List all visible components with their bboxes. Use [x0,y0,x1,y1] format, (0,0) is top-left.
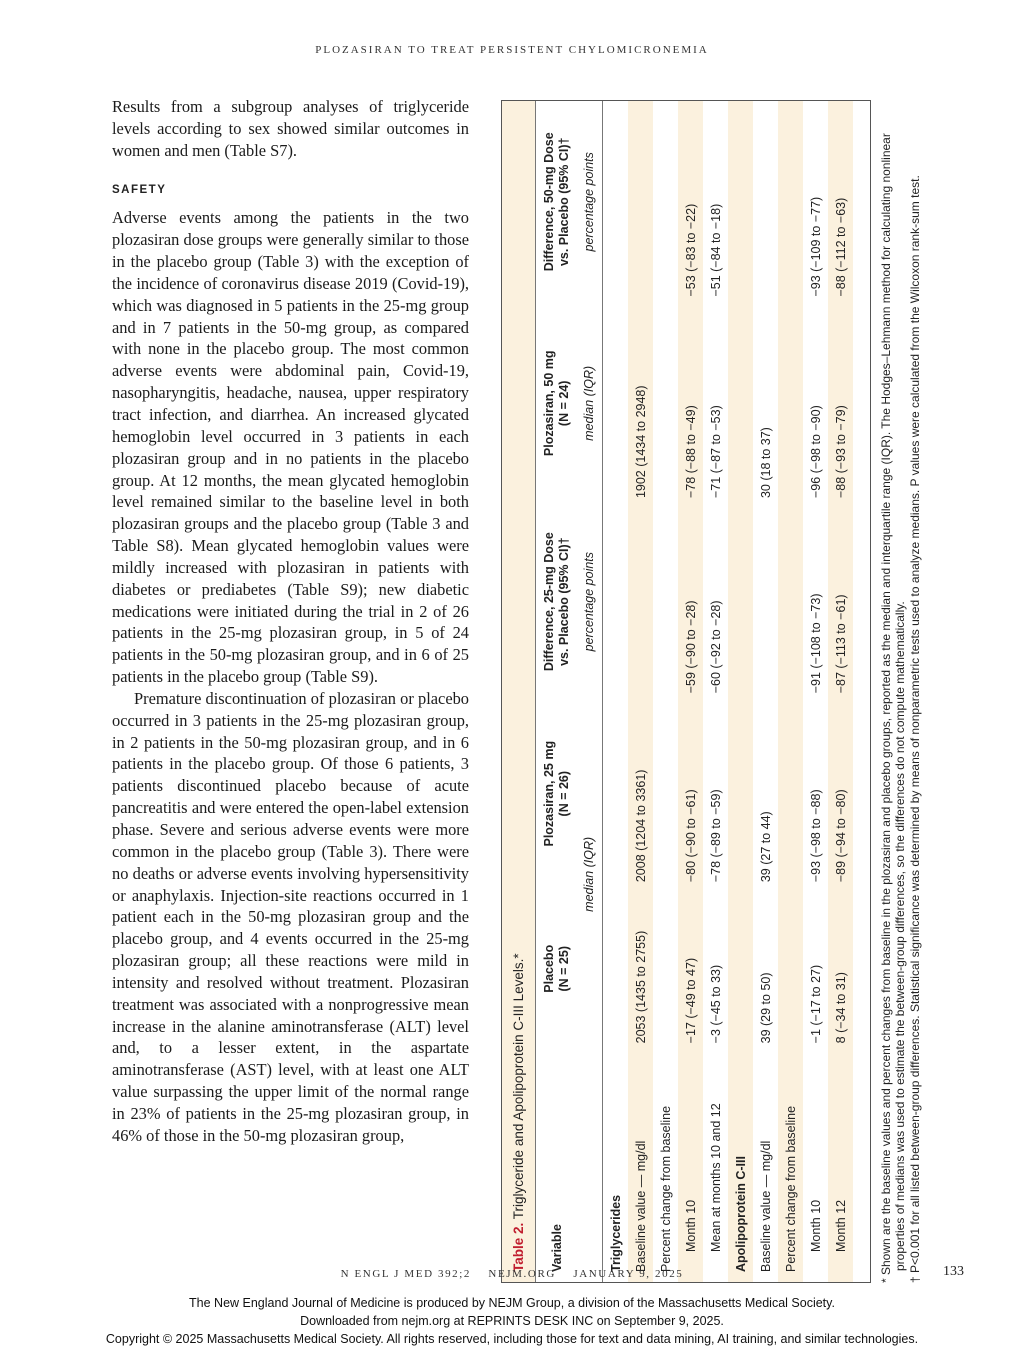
header-diff50 [536,101,576,303]
table-footnotes [879,100,923,1283]
header-placebo [536,888,576,1049]
cell-placebo: 39 (29 to 50) [758,972,773,1044]
header-ploz50 [536,303,576,505]
cell-ploz25: 2008 (1204 to 3361) [628,699,653,888]
cell-placebo: −1 (−17 to 27) [808,964,823,1044]
cell-placebo: 8 (−34 to 31) [828,888,853,1049]
cell-diff50: −88 (−112 to −63) [828,101,853,303]
section-heading: SAFETY [112,183,167,196]
header-placebo-n: (N = 25) [557,946,571,992]
table-row [653,101,678,1282]
cell-diff50 [753,101,778,303]
body-paragraph: Premature discontinuation of plozasiran or placebo occurred in 3 patients in the 25-mg plozasiran group, in 2 patients in the 50-mg plozasiran group, and in 6 patients in the placebo group. Of those 6 patients, 3 patients discontinued placebo because of acute pancreatitis and were entered the open-label extension phase. Severe and serious adverse events were more common in the placebo group (Table 3). There were no deaths or adverse events involving hypersensitivity or anaphylaxis. Injection-site reactions occurred in 1 patient each in the 50-mg plozasiran group and the placebo group, and 4 events occurred in the 25-mg plozasiran group; all these reactions were mild in intensity and resolved without treatment. Plozasiran treatment was associated with a nonprogressive mean increase in the alanine aminotransferase (ALT) level and, to a lesser extent, in the aspartate aminotransferase (AST) level, with at least one ALT value surpassing the upper limit of the normal range in 23% of patients in the 25-mg plozasiran group, in 46% of those in the 50-mg plozasiran group, [112,688,469,1145]
table-row [803,101,828,1282]
cell-diff25: −91 (−108 to −73) [808,593,823,694]
table-units-row [576,101,603,1282]
copyright-notice-line-1: The New England Journal of Medicine is produced by NEJM Group, a division of the Massachusetts Medical Society. [189,1296,835,1310]
table-2-rotated [501,98,948,1283]
cell-ploz25: 39 (27 to 44) [758,811,773,883]
cell-placebo: 2053 (1435 to 2755) [628,888,653,1049]
page-number: 133 [943,1264,964,1279]
cell-placebo: −3 (−45 to 33) [708,964,723,1044]
row-label: Month 10 [678,1049,703,1282]
table-label: Table 2. [511,1222,526,1272]
cell-ploz50: 1902 (1434 to 2948) [628,303,653,505]
row-label: Baseline value — mg/dl [628,1049,653,1282]
table-row [828,101,853,1282]
units-median-iqr: median (IQR) [576,699,603,1049]
units-median-iqr: median (IQR) [576,303,603,505]
cell-diff25: −87 (−113 to −61) [828,504,853,699]
cell-ploz50: −96 (−98 to −90) [808,405,823,499]
table-title-text: Triglyceride and Apolipoprotein C-III Levels.* [511,953,526,1220]
table-body [536,101,853,1282]
table-row [703,101,728,1282]
header-diff25-label: Difference, 25-mg Dose [542,532,556,672]
footnote: † P<0.001 for all listed between-group differences. Statistical significance was determined by means of nonparametric tests used to analyze medians. P values were calculated from the Wilcoxon rank-sum test. [908,175,922,1283]
header-ploz25 [536,699,576,888]
intro-paragraph: Results from a subgroup analyses of triglyceride levels according to sex showed similar outcomes in women and men (Table S7). [112,97,469,160]
cell-ploz50: −88 (−93 to −79) [828,303,853,505]
cell-ploz25: −80 (−90 to −61) [678,699,703,888]
cell-diff25 [753,504,778,699]
copyright-notice-line-3: Copyright © 2025 Massachusetts Medical Society. All rights reserved, including those for text and data mining, AI training, and similar technologies. [105,1332,919,1346]
cell-placebo: −17 (−49 to 47) [678,888,703,1049]
cell-ploz50: 30 (18 to 37) [758,427,773,499]
running-head: PLOZASIRAN TO TREAT PERSISTENT CHYLOMICRONEMIA [315,44,709,56]
header-variable: Variable [549,1224,564,1272]
cell-diff25 [628,504,653,699]
header-ploz50-label: Plozasiran, 50 mg [542,350,556,457]
table-header-row [536,101,576,1282]
cell-diff25: −59 (−90 to −28) [678,504,703,699]
cell-diff50: −93 (−109 to −77) [808,196,823,297]
cell-ploz50: −78 (−88 to −49) [678,303,703,505]
cell-ploz25: −89 (−94 to −80) [828,699,853,888]
cell-ploz25: −93 (−98 to −88) [808,789,823,883]
row-label: Month 12 [828,1049,853,1282]
table-row [678,101,703,1282]
header-diff50-sub: vs. Placebo (95% CI)† [557,137,571,267]
header-diff25-sub: vs. Placebo (95% CI)† [557,537,571,666]
table-section-row [603,101,629,1282]
cell-diff50: −51 (−84 to −18) [708,203,723,297]
cell-diff25: −60 (−92 to −28) [708,600,723,694]
row-label: Percent change from baseline [778,101,803,1282]
body-text-column [112,96,469,1147]
header-diff50-label: Difference, 50-mg Dose [542,132,556,272]
table-title [502,101,536,1282]
section-triglycerides: Triglycerides [608,1194,623,1272]
row-label: Baseline value — mg/dl [758,1140,773,1272]
row-label: Percent change from baseline [658,1105,673,1272]
body-paragraph: Adverse events among the patients in the two plozasiran dose groups were generally similar to those in the placebo group (Table 3) with the exception of the incidence of coronavirus disease 2019 (Covid-19), which was diagnosed in 5 patients in the 25-mg group and in 7 patients in the 50-mg group, as compared with none in the placebo group. The most common adverse events were abdominal pain, Covid-19, nasopharyngitis, headache, nausea, upper respiratory tract infection, and diarrhea. An increased glycated hemoglobin level occurred in 3 patients in each plozasiran group and in no patients in the placebo group. At 12 months, the mean glycated hemoglobin level remained similar to the baseline level in both plozasiran groups and the placebo group (Table 3 and Table S8). Mean glycated hemoglobin values were mildly increased with plozasiran in patients with diabetes or prediabetes (Table S9); new diabetic medications were initiated during the trial in 2 of 26 patients in the 25-mg plozasiran group, in 5 of 24 patients in the 50-mg plozasiran group, and in 6 of 25 patients in the placebo group (Table S9). [112,208,469,687]
section-apolipoprotein: Apolipoprotein C-III [728,101,753,1282]
row-label: Month 10 [808,1199,823,1252]
table-2-frame [501,98,948,1283]
cell-diff50 [628,101,653,303]
table-2 [501,100,871,1283]
header-ploz25-n: (N = 26) [557,770,571,817]
download-notice-line: Downloaded from nejm.org at REPRINTS DESK INC on September 9, 2025. [300,1314,724,1328]
table-row [628,101,653,1282]
units-percentage-points: percentage points [576,504,603,699]
header-diff25 [536,504,576,699]
row-label: Mean at months 10 and 12 [708,1103,723,1252]
header-placebo-label: Placebo [542,944,556,993]
header-ploz50-n: (N = 24) [557,380,571,427]
units-percentage-points: percentage points [576,101,603,303]
cell-diff50: −53 (−83 to −22) [678,101,703,303]
header-ploz25-label: Plozasiran, 25 mg [542,740,556,847]
cell-ploz50: −71 (−87 to −53) [708,405,723,499]
cell-ploz25: −78 (−89 to −59) [708,789,723,883]
table-row [753,101,778,1282]
table-section-row [728,101,753,1282]
footnote: * Shown are the baseline values and percent changes from baseline in the plozasiran and placebo groups, reported as the median and interquartile range (IQR). The Hodges–Lehmann method for calculating nonlinear properties of medians was used to estimate the between-group differences, so the differences do not compute mathematically. [879,133,907,1283]
table-row [778,101,803,1282]
journal-folio: N ENGL J MED 392;2 NEJM.ORG JANUARY 9, 2025 [340,1268,684,1280]
